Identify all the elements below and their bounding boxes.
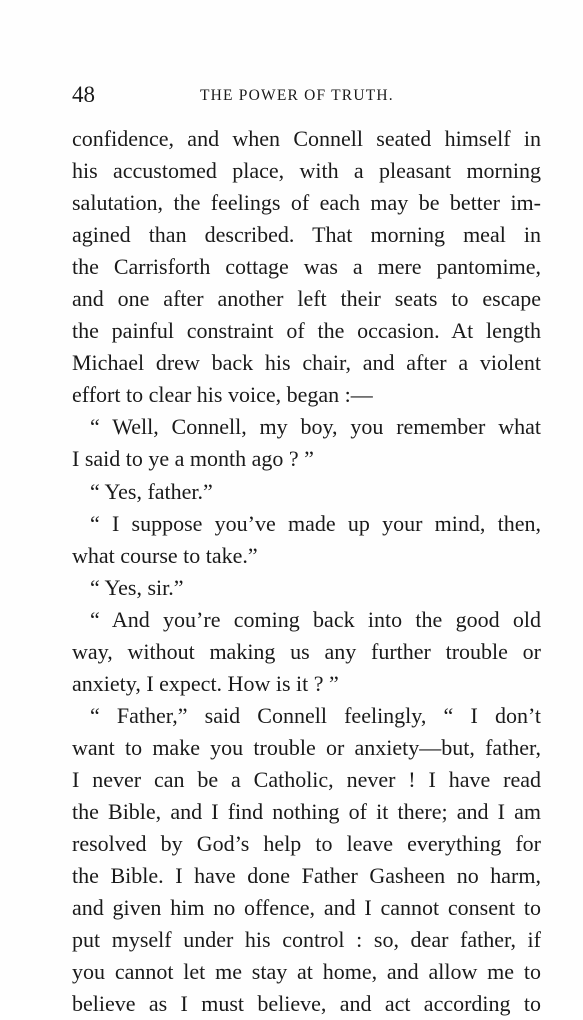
text-line: “ Yes, father.” <box>90 478 213 504</box>
page-header <box>72 80 542 110</box>
text-line: “ Father,” said Connell feelingly, “ I don’t <box>90 702 541 728</box>
text-line: you cannot let me stay at home, and allow me to <box>72 959 541 985</box>
text-line: resolved by God’s help to leave everything for <box>72 831 541 857</box>
text-line: confidence, and when Connell seated himself in <box>72 126 541 151</box>
text-line: I said to ye a month ago ? ” <box>72 446 314 472</box>
text-line: Michael drew back his chair, and after a violent <box>72 350 541 376</box>
text-line: “ And you’re coming back into the good old <box>90 606 541 632</box>
text-line: agined than described. That morning meal in <box>72 222 541 248</box>
text-line: effort to clear his voice, began :— <box>72 382 373 408</box>
text-line: and given him no offence, and I cannot consent to <box>72 895 541 921</box>
text-line: what course to take.” <box>72 542 258 568</box>
text-line: put myself under his control : so, dear father, if <box>72 927 541 953</box>
body-text <box>72 123 541 1020</box>
text-line: salutation, the feelings of each may be better im- <box>72 190 541 216</box>
text-line: the painful constraint of the occasion. At length <box>72 318 541 344</box>
text-line: the Bible, and I find nothing of it there; and I am <box>72 798 541 824</box>
text-line: his accustomed place, with a pleasant morning <box>72 158 541 184</box>
text-line: want to make you trouble or anxiety—but, father, <box>72 734 541 760</box>
text-line: I never can be a Catholic, never ! I have read <box>72 766 541 792</box>
text-line: believe as I must believe, and act according to <box>72 991 541 1017</box>
text-line: way, without making us any further trouble or <box>72 638 541 664</box>
text-line: the Carrisforth cottage was a mere pantomime, <box>72 254 541 280</box>
text-line: anxiety, I expect. How is it ? ” <box>72 670 339 696</box>
text-line: “ Yes, sir.” <box>90 574 184 600</box>
text-line: the Bible. I have done Father Gasheen no harm, <box>72 863 541 889</box>
text-line: “ I suppose you’ve made up your mind, then, <box>90 510 541 536</box>
text-line: “ Well, Connell, my boy, you remember what <box>90 414 541 440</box>
page-number: 48 <box>72 82 95 107</box>
running-head: THE POWER OF TRUTH. <box>200 87 394 104</box>
text-line: and one after another left their seats to escape <box>72 286 541 312</box>
